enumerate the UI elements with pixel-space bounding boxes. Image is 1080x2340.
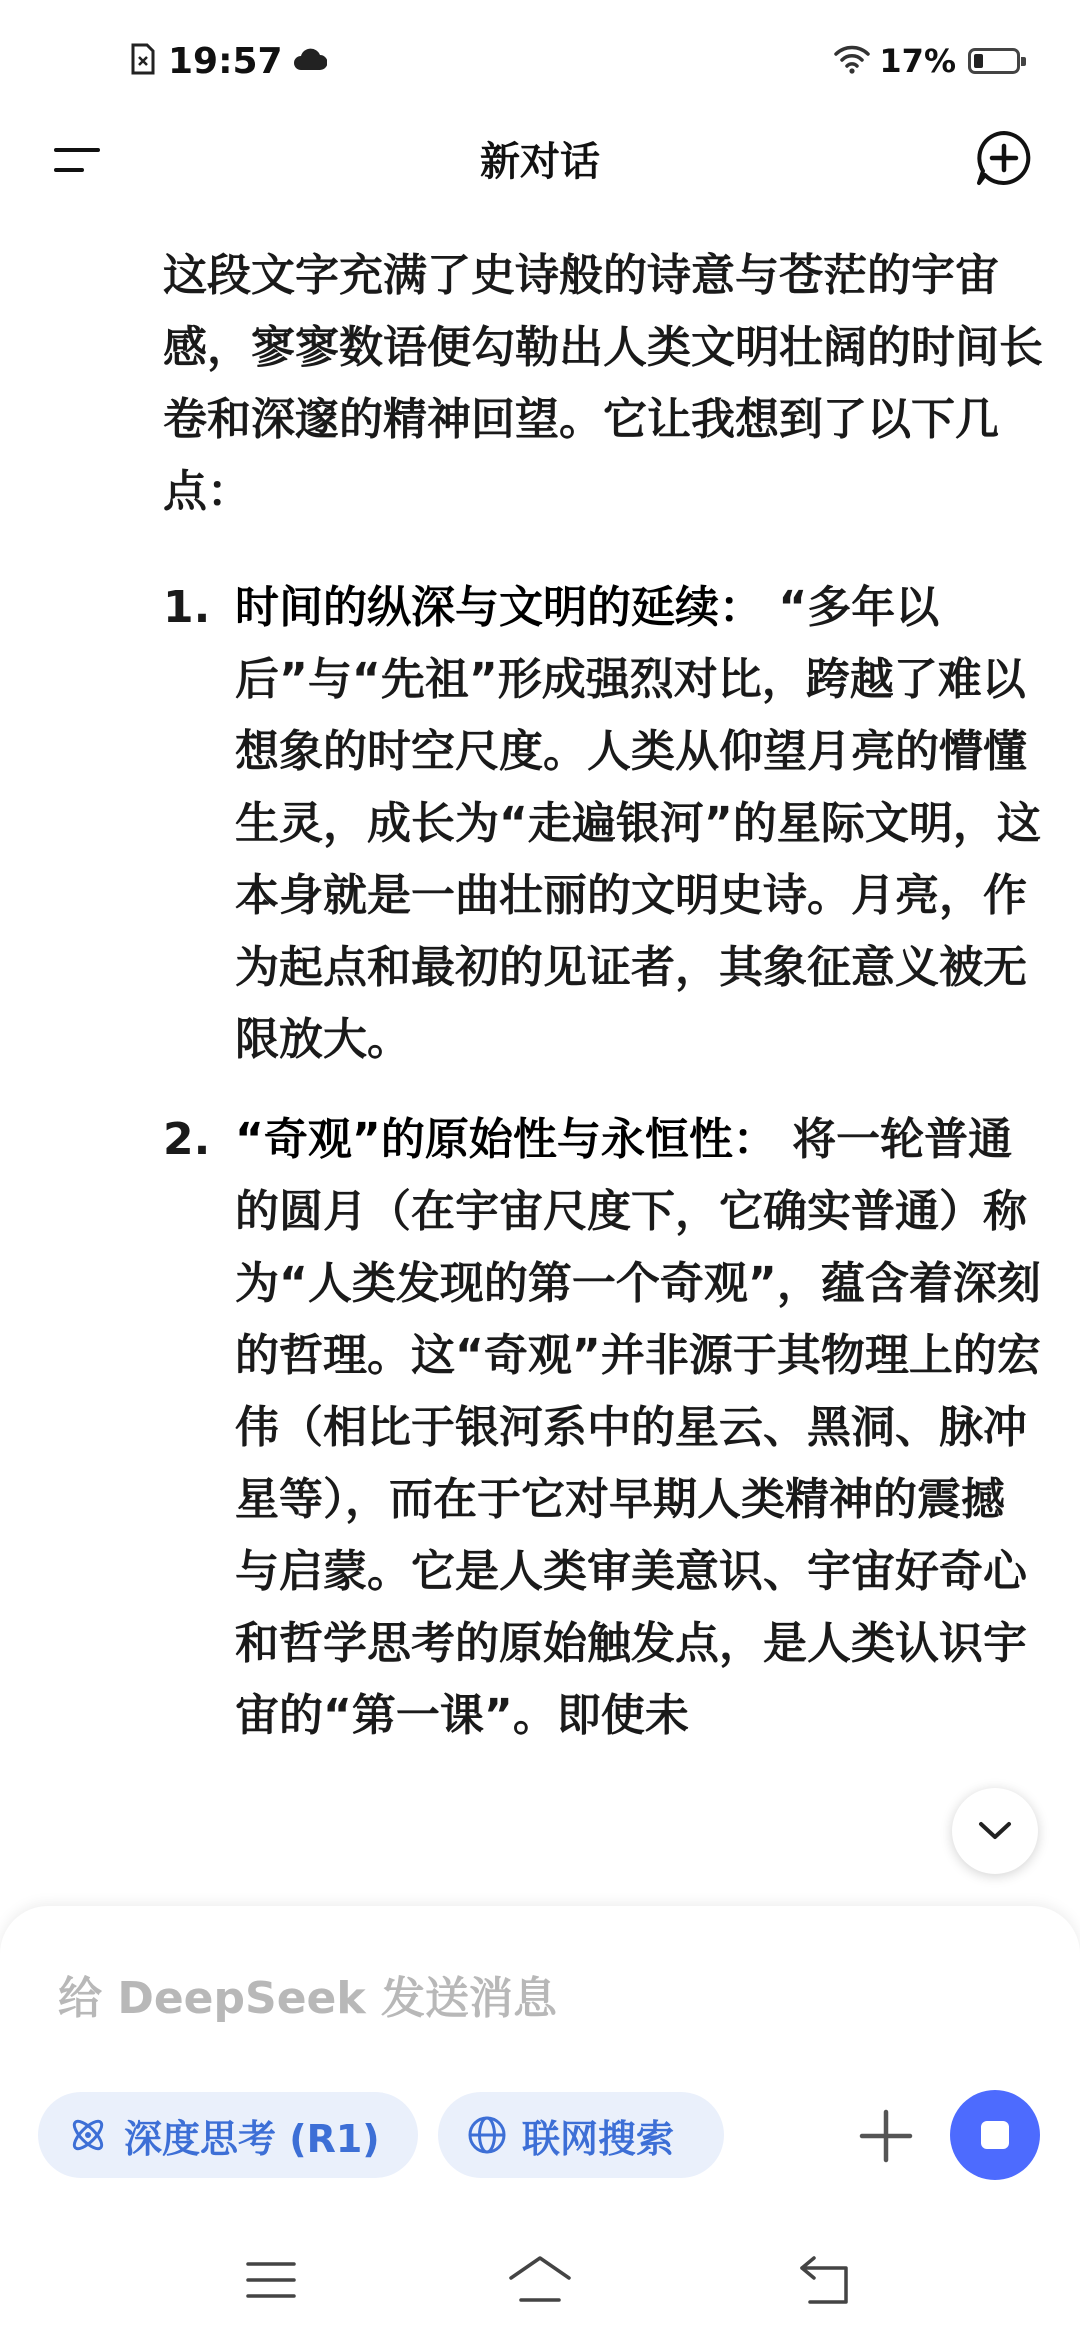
list-item — [163, 1104, 1043, 1752]
message-intro: 这段文字充满了史诗般的诗意与苍茫的宇宙感，寥寥数语便勾勒出人类文明壮阔的时间长卷和深邃的精神回望。它让我想到了以下几点： — [163, 250, 1043, 517]
battery-percent: 17% — [879, 42, 956, 80]
atom-icon — [66, 2113, 110, 2157]
message-list — [163, 572, 1043, 1752]
back-button[interactable] — [790, 2250, 860, 2310]
list-item-title: “奇观”的原始性与永恒性： — [235, 1114, 777, 1165]
deep-think-label: 深度思考 (R1) — [124, 2116, 380, 2161]
scroll-to-bottom-button[interactable] — [952, 1788, 1038, 1874]
nav-home-icon — [505, 2250, 575, 2310]
globe-icon — [466, 2114, 508, 2156]
recent-apps-button[interactable] — [236, 2250, 306, 2310]
web-search-label: 联网搜索 — [522, 2116, 675, 2161]
stop-generation-button[interactable] — [950, 2090, 1040, 2180]
sim-card-icon — [130, 43, 156, 79]
list-item-body: “多年以后”与“先祖”形成强烈对比，跨越了难以想象的时空尺度。人类从仰望月亮的懵懂生灵，成长为“走遍银河”的星际文明，这本身就是一曲壮丽的文明史诗。月亮，作为起点和最初的见证者，其象征意义被无限放大。 — [235, 582, 1041, 1065]
attach-button[interactable] — [856, 2106, 916, 2166]
status-bar — [0, 0, 1080, 120]
message-input[interactable] — [56, 1962, 860, 2034]
list-item-title: 时间的纵深与文明的延续： — [235, 582, 763, 633]
stop-icon — [981, 2121, 1009, 2149]
page-title: 新对话 — [480, 139, 600, 185]
status-left — [130, 36, 327, 86]
assistant-message — [163, 240, 1043, 1780]
nav-back-icon — [790, 2250, 860, 2310]
system-nav-bar — [0, 2230, 1080, 2320]
battery-level — [974, 54, 983, 68]
plus-icon — [856, 2106, 916, 2166]
home-button[interactable] — [505, 2250, 575, 2310]
chevron-down-icon — [975, 1819, 1015, 1843]
app-header — [0, 118, 1080, 198]
cloud-icon — [293, 46, 327, 76]
wifi-icon — [833, 44, 871, 78]
list-item-body: 将一轮普通的圆月（在宇宙尺度下，它确实普通）称为“人类发现的第一个奇观”，蕴含着深刻的哲理。这“奇观”并非源于其物理上的宏伟（相比于银河系中的星云、黑洞、脉冲星等），而在于它对早期人类精神的震撼与启蒙。它是人类审美意识、宇宙好奇心和哲学思考的原始触发点，是人类认识宇宙的“第一课”。即使未 — [235, 1114, 1041, 1741]
list-number: 1. — [163, 582, 211, 633]
battery-icon — [968, 48, 1020, 74]
new-chat-button[interactable] — [974, 128, 1034, 188]
list-item — [163, 572, 1043, 1076]
status-time: 19:57 — [168, 40, 283, 82]
web-search-toggle[interactable] — [438, 2092, 724, 2178]
new-chat-icon — [974, 128, 1034, 188]
status-right — [833, 36, 1020, 86]
list-number: 2. — [163, 1114, 211, 1165]
nav-menu-icon — [236, 2250, 306, 2310]
deep-think-toggle[interactable] — [38, 2092, 418, 2178]
